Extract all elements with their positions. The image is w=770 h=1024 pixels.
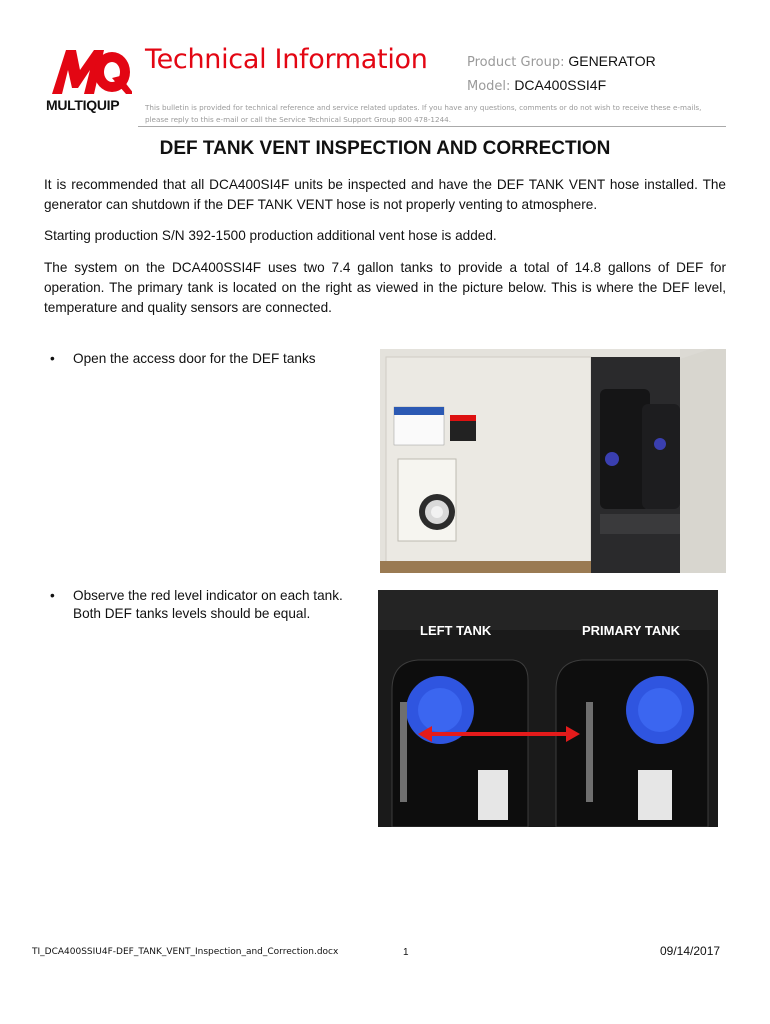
- product-group-label: Product Group:: [467, 55, 565, 70]
- paragraph-system: The system on the DCA400SSI4F uses two 7.4 gallon tanks to provide a total of 14.8 gallons of DEF for operation. The primary tank is located on the right as viewed in the picture below. This is where the DEF level, temperature and quality sensors are connected.: [44, 260, 726, 315]
- def-tanks-photo: [378, 590, 718, 827]
- bullet-icon: •: [50, 351, 55, 366]
- logo-wordmark: MULTIQUIP: [46, 97, 120, 113]
- page-number: 1: [403, 947, 409, 958]
- disclaimer: This bulletin is provided for technical reference and service related updates. If you have any questions, comments or do not wish to receive these e-mails, please reply to this e-mail or call the Service Technical Support Group 800 478-1244.: [145, 103, 702, 124]
- bullet-text: Open the access door for the DEF tanks: [73, 351, 316, 366]
- paragraph-serial: Starting production S/N 392-1500 production additional vent hose is added.: [44, 228, 497, 243]
- access-door-illustration: [380, 349, 726, 573]
- footer-date: 09/14/2017: [660, 944, 721, 958]
- model: [467, 77, 606, 94]
- model-label: Model:: [467, 79, 511, 94]
- footer-filename: TI_DCA400SSIU4F-DEF_TANK_VENT_Inspection_and_Correction.docx: [32, 947, 339, 957]
- bullet-text: Observe the red level indicator on each tank.: [73, 588, 343, 603]
- access-door-photo: [380, 349, 726, 573]
- multiquip-logo: [46, 44, 138, 114]
- paragraph-intro: It is recommended that all DCA400SI4F units be inspected and have the DEF TANK VENT hose installed. The generator can shutdown if the DEF TANK VENT hose is not properly venting to atmosphere.: [44, 177, 726, 212]
- primary-tank-label: PRIMARY TANK: [582, 623, 680, 638]
- header-title: Technical Information: [145, 44, 428, 75]
- product-group: [467, 53, 656, 70]
- document-title: DEF TANK VENT INSPECTION AND CORRECTION: [159, 138, 611, 159]
- mq-logo-mark: [46, 44, 132, 96]
- product-group-value: GENERATOR: [568, 53, 656, 69]
- header-divider: [138, 126, 726, 127]
- bullet-text-continued: Both DEF tanks levels should be equal.: [73, 606, 311, 621]
- model-value: DCA400SSI4F: [514, 77, 607, 93]
- bullet-icon: •: [50, 588, 55, 603]
- left-tank-label: LEFT TANK: [420, 623, 492, 638]
